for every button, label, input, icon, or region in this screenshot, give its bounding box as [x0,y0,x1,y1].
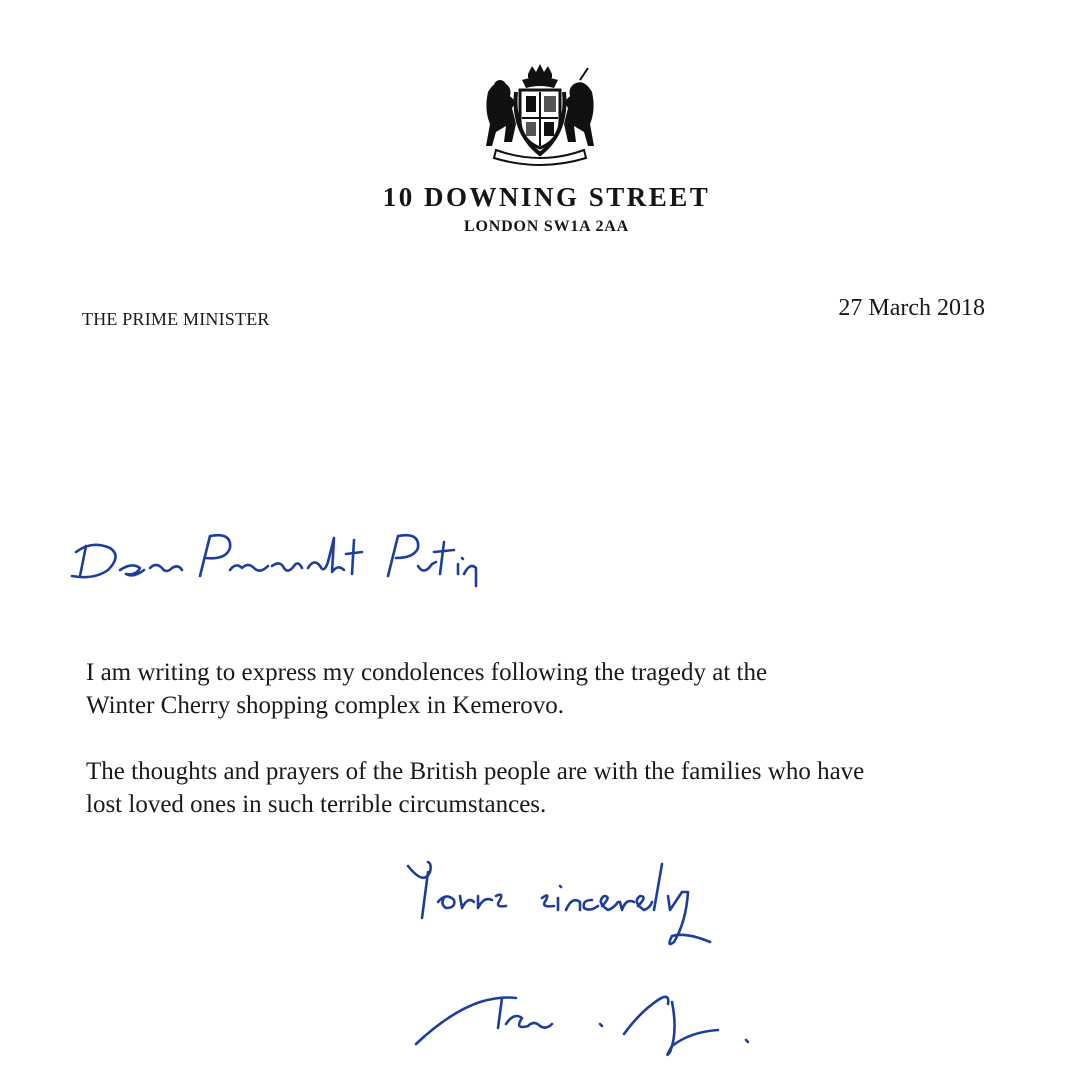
body-paragraph-2-line-1: The thoughts and prayers of the British people are with the families who have [86,758,865,785]
body-paragraph-1-line-2: Winter Cherry shopping complex in Kemerovo. [86,692,565,719]
handwritten-salutation [62,518,482,598]
royal-crest-icon [482,62,598,166]
handwritten-closing [398,852,728,952]
sender-title: THE PRIME MINISTER [82,309,270,329]
body-paragraph-1-line-1: I am writing to express my condolences following the tragedy at the [86,659,768,686]
address-line-1: 10 DOWNING STREET [382,182,711,212]
handwritten-signature [410,972,770,1062]
body-paragraph-2 [86,755,988,821]
body-paragraph-2-line-2: lost loved ones in such terrible circumstances. [86,791,547,818]
letter-date: 27 March 2018 [838,295,985,321]
body-paragraph-1 [86,656,988,722]
address-line-2: LONDON SW1A 2AA [464,218,629,235]
